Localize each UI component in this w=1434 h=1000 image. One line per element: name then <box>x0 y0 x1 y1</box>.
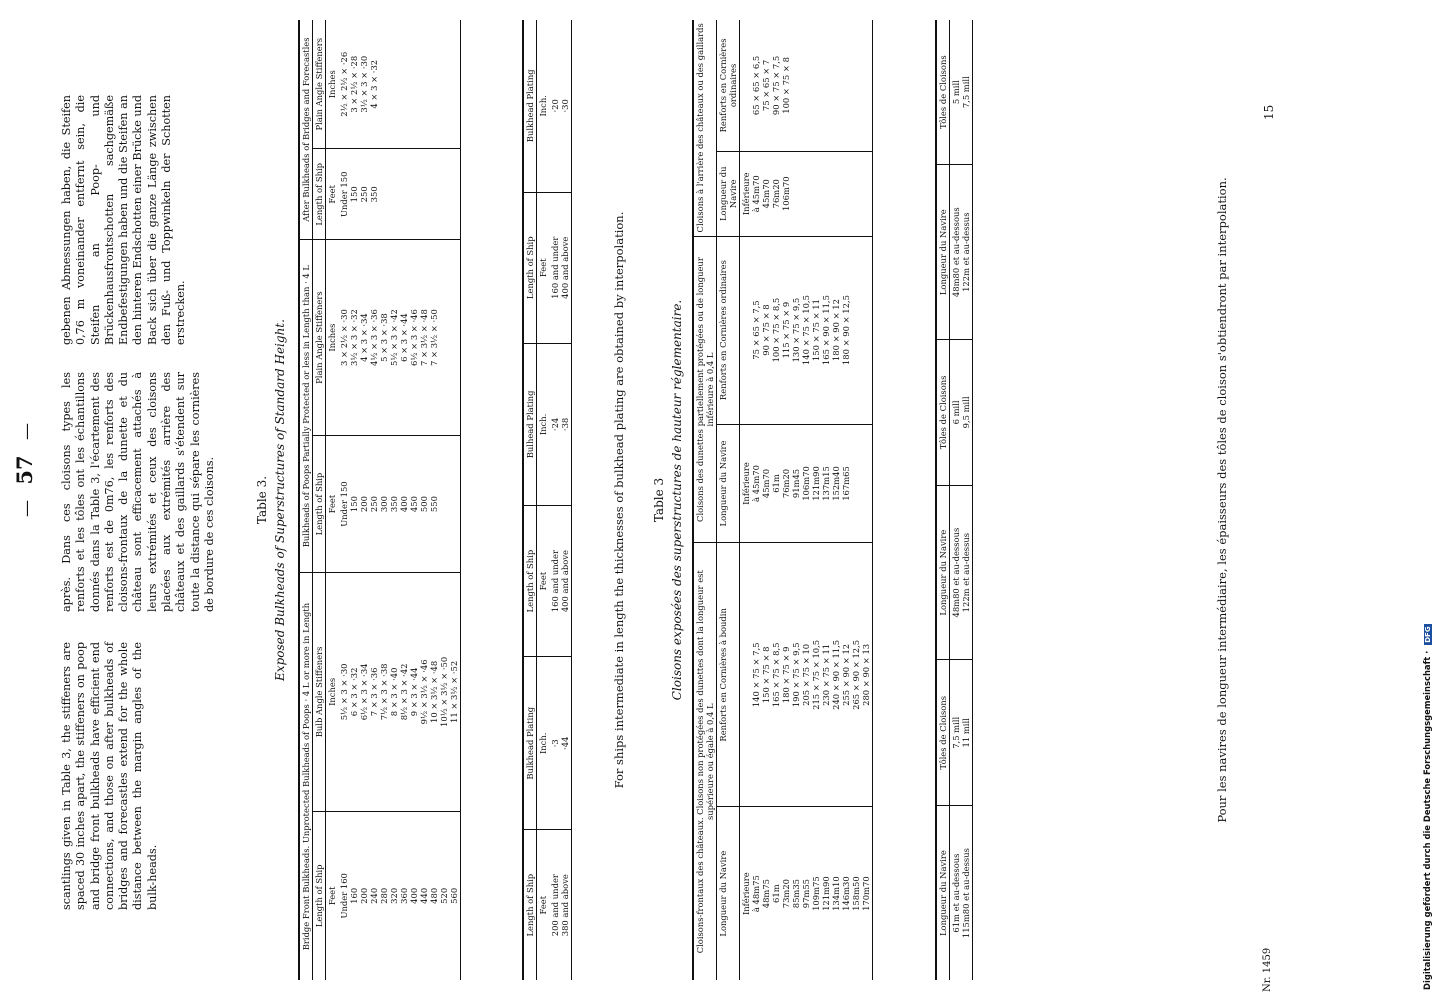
lengths-cell <box>549 830 572 980</box>
cell-line: ·24 <box>550 417 560 432</box>
cell-line: 75 × 65 × 7 <box>761 59 771 112</box>
plating-table <box>522 20 572 980</box>
column-header: Renforts en Cornières à boudin <box>717 543 740 807</box>
cell-line: 7½ × 3 × ·38 <box>379 663 389 721</box>
cell-line: 3 × 2½ × ·28 <box>349 55 359 113</box>
cell-line: 115 × 75 × 9 <box>781 301 791 359</box>
cell-line: 9½ × 3½ × ·46 <box>419 659 429 725</box>
unit-label: Inch. <box>537 20 550 192</box>
unit-label: Feet <box>326 149 339 240</box>
cell-line: ·30 <box>560 99 570 113</box>
cell-line: 500 <box>419 496 429 513</box>
cell-line: 6 × 3 × ·32 <box>349 667 359 717</box>
unit-label: Feet <box>326 436 339 573</box>
cell-line: 4 × 3 × ·34 <box>359 313 369 362</box>
unit-label: Feet <box>537 192 550 343</box>
table-fr-plating <box>935 20 973 980</box>
cell-line: Under 150 <box>339 171 349 218</box>
cell-line: ·44 <box>560 736 570 750</box>
cell-line: 3 × 2½ × ·30 <box>339 309 349 366</box>
column-header: Longueur du Navire <box>936 165 950 340</box>
cell-line: 165 × 75 × 8,5 <box>771 642 781 708</box>
cell-line: 5 mill <box>951 80 961 105</box>
cell-line: 73m20 <box>781 879 791 909</box>
cell-line: Inférieure <box>741 172 751 216</box>
cell-line: 7,5 mill <box>961 76 971 109</box>
column-header: Bulkhead Plating <box>523 657 537 830</box>
cell-line: 100 × 75 × 8 <box>781 57 791 114</box>
cell-line: 480 <box>429 887 439 904</box>
table-en-note: For ships intermediate in length the thicknesses of bulkhead plating are obtained by interpolation. <box>612 211 626 789</box>
cell-line: 440 <box>419 887 429 904</box>
cell-line: ·3 <box>550 739 560 748</box>
column-header: Longueur du Navire <box>717 151 740 236</box>
cell-line: 400 <box>399 496 409 513</box>
lengths-cell <box>338 149 461 240</box>
cell-line: 6 mill <box>951 400 961 425</box>
cell-line: 45m70 <box>761 468 771 499</box>
cell-line: 76m20 <box>771 179 781 209</box>
plating-cell <box>549 657 572 830</box>
english-text: scantlings given in Table 3, the stiffeners are spaced 30 inches apart, the stiffeners on poop and bridge front bulkheads have efficient end connections, and those on after bulkheads of bridges and forecastles extend for the whole distance between the margin angles of the bulk-heads. <box>60 642 159 910</box>
cell-line: 11 mill <box>961 718 971 748</box>
cell-line: 265 × 90 × 12,5 <box>851 639 861 710</box>
group-header: Bridge Front Bulkheads. Unprotected Bulkheads of Poops · 4 L or more in Length <box>299 573 313 980</box>
cell-line: 100 × 75 × 8,5 <box>771 297 781 363</box>
digitization-credit: Digitalisierung gefördert durch die Deutsche Forschungsgemeinschaft · DFG <box>1422 626 1432 990</box>
lengths-cell <box>740 424 873 543</box>
cell-line: 91m45 <box>791 468 801 499</box>
cell-line: 7 × 3½ × ·50 <box>429 309 439 366</box>
cell-line: 150 <box>349 186 359 203</box>
stiffeners-table <box>298 20 461 980</box>
cell-line: 215 × 75 × 10,5 <box>811 639 821 710</box>
column-header: Longueur du Navire <box>717 424 740 543</box>
cell-line: 160 and under <box>550 236 560 299</box>
cell-line: 150 <box>349 496 359 513</box>
cell-line: 10 × 3½ × ·48 <box>429 660 439 723</box>
cell-line: 150 × 75 × 8 <box>761 646 771 704</box>
cell-line: 97m55 <box>801 879 811 909</box>
cell-line: à 45m70 <box>751 175 761 213</box>
plating-cell <box>950 660 973 806</box>
cell-line: 65 × 65 × 6,5 <box>751 55 761 116</box>
cell-line: 280 × 90 × 13 <box>861 643 871 706</box>
lengths-cell <box>549 192 572 343</box>
cell-line: 205 × 75 × 10 <box>801 643 811 706</box>
cell-line: 400 <box>409 887 419 904</box>
stiffeners-cell <box>740 543 873 807</box>
cell-line: 134m10 <box>831 876 841 911</box>
cell-line: 61m <box>771 884 781 903</box>
cell-line: 109m75 <box>811 876 821 911</box>
column-header: Tôles de Cloisons <box>936 660 950 806</box>
cell-line: 90 × 75 × 7,5 <box>771 55 781 116</box>
cell-line: 255 × 90 × 12 <box>841 643 851 706</box>
stiffeners-cell <box>338 20 461 149</box>
cell-line: 48m75 <box>761 879 771 909</box>
table-fr-stiffeners <box>692 20 873 980</box>
table-fr-note: Pour les navires de longueur intermédiaire, les épaisseurs des tôles de cloison s'obtiendront par interpolation. <box>1215 177 1229 823</box>
group-header: Cloisons à l'arrière des châteaux ou des gaillards <box>693 20 717 236</box>
cell-line: 250 <box>369 496 379 513</box>
cell-line: 360 <box>399 887 409 904</box>
stiffeners-cell <box>740 20 873 151</box>
unit-label: Inch. <box>537 657 550 830</box>
cell-line: ·38 <box>560 417 570 432</box>
cell-line: 160 <box>349 887 359 904</box>
cell-line <box>741 546 751 803</box>
cell-line: 106m70 <box>801 466 811 501</box>
cell-line: 8½ × 3 × ·42 <box>399 663 409 721</box>
cell-line: 6 × 3 × ·44 <box>399 313 409 362</box>
cell-line: 300 <box>379 496 389 513</box>
cell-line: 7 × 3 × ·36 <box>369 667 379 717</box>
stiffeners-cell <box>338 573 461 812</box>
cell-line: Under 150 <box>339 481 349 527</box>
group-header: Cloisons-frontaux des châteaux. Cloisons non protégées des dunettes dont la longueur est supérieure ou égale à 0,4 L <box>693 543 717 980</box>
cell-line: 5½ × 3 × ·42 <box>389 309 399 366</box>
cell-line: 106m70 <box>781 176 791 212</box>
cell-line: 115m80 et au-dessus <box>961 848 971 939</box>
cell-line: 158m50 <box>851 876 861 911</box>
table-en-stiffeners <box>298 20 461 980</box>
cell-line: 90 × 75 × 8 <box>761 304 771 356</box>
cell-line: 167m65 <box>841 466 851 501</box>
cell-line: 130 × 75 × 9,5 <box>791 297 801 363</box>
cell-line: 4½ × 3 × ·36 <box>369 309 379 366</box>
cell-line: 6½ × 3 × ·46 <box>409 309 419 366</box>
plating-cell <box>549 20 572 192</box>
cell-line: 121m90 <box>821 876 831 911</box>
cell-line: 137m15 <box>821 466 831 501</box>
plating-cell <box>950 340 973 486</box>
cell-line: 122m et au-dessus <box>961 212 971 292</box>
column-header: Length of Ship <box>313 811 326 980</box>
cell-line: 200 <box>359 887 369 904</box>
cell-line: 280 <box>379 887 389 904</box>
cell-line: 45m70 <box>761 179 771 209</box>
cell-line: 230 × 75 × 11 <box>821 643 831 706</box>
column-header: Renforts en Cornières ordinaires <box>717 236 740 424</box>
column-header: Tôles de Cloisons <box>936 340 950 486</box>
cell-line: 152m40 <box>831 466 841 501</box>
cell-line: 48m80 et au-dessous <box>951 527 961 618</box>
column-header: Plain Angle Stiffeners <box>313 240 326 436</box>
column-header: Longueur du Navire <box>936 485 950 660</box>
table-fr-title: Cloisons exposées des superstructures de hauteur réglementaire. <box>670 299 684 701</box>
plating-table-fr <box>935 20 973 980</box>
cell-line: 320 <box>389 887 399 904</box>
cell-line: 160 and under <box>550 550 560 613</box>
cell-line: 6½ × 3 × ·34 <box>359 663 369 721</box>
cell-line: 61m et au-dessous <box>951 853 961 933</box>
column-header: Renforts en Cornières ordinaires <box>717 20 740 151</box>
page-number: — 57 — <box>12 422 37 518</box>
cell-line: Inférieure <box>741 872 751 916</box>
stiffeners-table-fr <box>692 20 873 980</box>
lengths-cell <box>549 505 572 656</box>
unit-label: Inch. <box>537 343 550 505</box>
cell-line: 560 <box>449 887 459 904</box>
cell-line: 7 × 3½ × ·48 <box>419 309 429 366</box>
cell-line: 85m35 <box>791 879 801 909</box>
cell-line: 400 and above <box>560 550 570 613</box>
plating-cell <box>950 20 973 165</box>
column-header: Bulb Angle Stiffeners <box>313 573 326 812</box>
column-header: Length of Ship <box>313 436 326 573</box>
cell-line: 3½ × 3 × ·32 <box>349 309 359 366</box>
cell-line: à 45m70 <box>751 465 761 502</box>
cell-line: 350 <box>389 496 399 513</box>
column-header: Bulkhead Plating <box>523 20 537 192</box>
cell-line: 48m80 et au-dessous <box>951 207 961 298</box>
cell-line: 150 × 75 × 11 <box>811 299 821 362</box>
cell-line: 7,5 mill <box>951 716 961 749</box>
column-header: Bulhead Plating <box>523 343 537 505</box>
digitization-text: Digitalisierung gefördert durch die Deutsche Forschungsgemeinschaft <box>1422 656 1432 990</box>
cell-line: 11 × 3½ × ·52 <box>449 660 459 723</box>
cell-line: 400 and above <box>560 236 570 299</box>
cell-line: 75 × 65 × 7,5 <box>751 300 761 360</box>
footer-number: Nr. 1459 <box>1262 947 1273 992</box>
table-fr-number: Table 3 <box>652 477 666 523</box>
cell-line: 10½ × 3½ × ·50 <box>439 656 449 728</box>
group-header: After Bulkheads of Bridges and Forecastles <box>299 20 313 240</box>
lengths-cell <box>338 811 461 980</box>
cell-line: Under 160 <box>339 873 349 919</box>
cell-line: 200 <box>359 496 369 513</box>
cell-line: 200 and under <box>550 874 560 937</box>
cell-line: ·20 <box>550 99 560 113</box>
cell-line: 240 × 90 × 11,5 <box>831 639 841 710</box>
cell-line: 61m <box>771 474 781 493</box>
column-header: Length of Ship <box>523 830 537 980</box>
cell-line: 5 × 3 × ·38 <box>379 313 389 362</box>
dfg-logo: DFG <box>1424 626 1432 643</box>
cell-line: 8 × 3 × ·40 <box>389 667 399 717</box>
column-header: Length of Ship <box>313 149 326 240</box>
french-text: après. Dans ces cloisons types les renforts et les tôles ont les échantillons donnés dans la Table 3, l'écartement des renforts est de 0m76, les renforts des cloisons-frontaux de la dunette et du château sont efficacement attachés à leurs extrémités et ceux des cloisons placées aux extrémités arrière des châteaux et des gaillards s'étendent sur toute la distance qui sépare les cornières de bordure de ces cloisons. <box>60 372 216 612</box>
plating-cell <box>549 343 572 505</box>
lengths-cell <box>338 436 461 573</box>
lengths-cell <box>950 806 973 980</box>
cell-line: à 48m75 <box>751 875 761 913</box>
unit-label: Inches <box>326 240 339 436</box>
cell-line: 350 <box>369 186 379 203</box>
unit-label: Feet <box>537 505 550 656</box>
cell-line: 140 × 75 × 7,5 <box>751 642 761 708</box>
table-en-plating <box>522 20 572 980</box>
group-header: Bulkheads of Poops Partially Protected or less in Length than · 4 L <box>299 240 313 573</box>
footer-page: 15 <box>1262 104 1276 120</box>
column-header: Longueur du Navire <box>717 807 740 980</box>
cell-line: 4 × 3 × ·32 <box>369 59 379 109</box>
column-header: Plain Angle Stiffeners <box>313 20 326 149</box>
cell-line: 3½ × 3 × ·30 <box>359 55 369 113</box>
column-header: Length of Ship <box>523 192 537 343</box>
unit-label: Feet <box>538 895 548 915</box>
stiffeners-cell <box>338 240 461 436</box>
cell-line: Inférieure <box>741 462 751 505</box>
group-header: Cloisons des dunettes partiellement protégées ou de longueur inférieure à 0,4 L <box>693 236 717 543</box>
cell-line: 146m30 <box>841 876 851 911</box>
cell-line: 380 and above <box>560 874 570 937</box>
cell-line: 121m90 <box>811 466 821 501</box>
column-header: Length of Ship <box>523 505 537 656</box>
table-en-title: Exposed Bulkheads of Superstructures of Standard Height. <box>273 319 287 681</box>
cell-line: 180 × 75 × 9 <box>781 646 791 704</box>
cell-line: 240 <box>369 887 379 904</box>
unit-label: Inches <box>326 573 339 812</box>
cell-line: 9 × 3 × ·44 <box>409 667 419 717</box>
stiffeners-cell <box>740 236 873 424</box>
german-text: gebenen Abmessungen haben, die Steifen 0,76 m voneinander entfernt sein, die Steifen an Poop- und Brückenhausfrontschotten sachgemäße Endbefestigungen haben und die Steifen an den hinteren Endschotten einer Brücke und Back sich über die ganze Länge zwischen den Fuß- und Toppwinkeln der Schotten erstrecken. <box>60 95 188 345</box>
cell-line: 170m70 <box>861 876 871 911</box>
lengths-cell <box>740 151 873 236</box>
column-header: Tôles de Cloisons <box>936 20 950 165</box>
cell-line: 180 × 90 × 12 <box>831 299 841 362</box>
cell-line: 2½ × 2½ × ·26 <box>339 51 349 117</box>
lengths-cell <box>950 165 973 340</box>
cell-line: 520 <box>439 887 449 904</box>
cell-line: 76m20 <box>781 468 791 499</box>
lengths-cell <box>950 485 973 660</box>
cell-line: 9,5 mill <box>961 396 971 429</box>
cell-line: 190 × 75 × 9,5 <box>791 642 801 708</box>
cell-line: 250 <box>359 186 369 203</box>
lengths-cell <box>740 807 873 980</box>
unit-label: Inches <box>326 20 339 149</box>
cell-line: 165 × 90 × 11,5 <box>821 295 831 366</box>
cell-line: 122m et au-dessus <box>961 532 971 613</box>
cell-line: 550 <box>429 496 439 513</box>
table-en-number: Table 3. <box>255 475 269 525</box>
cell-line: 450 <box>409 496 419 513</box>
unit-label: Feet <box>327 886 337 906</box>
cell-line <box>741 240 751 421</box>
cell-line: 180 × 90 × 12,5 <box>841 295 851 366</box>
cell-line: 5½ × 3 × ·30 <box>339 663 349 721</box>
cell-line: 140 × 75 × 10,5 <box>801 295 811 366</box>
column-header: Longueur du Navire <box>936 806 950 980</box>
cell-line <box>741 23 751 148</box>
